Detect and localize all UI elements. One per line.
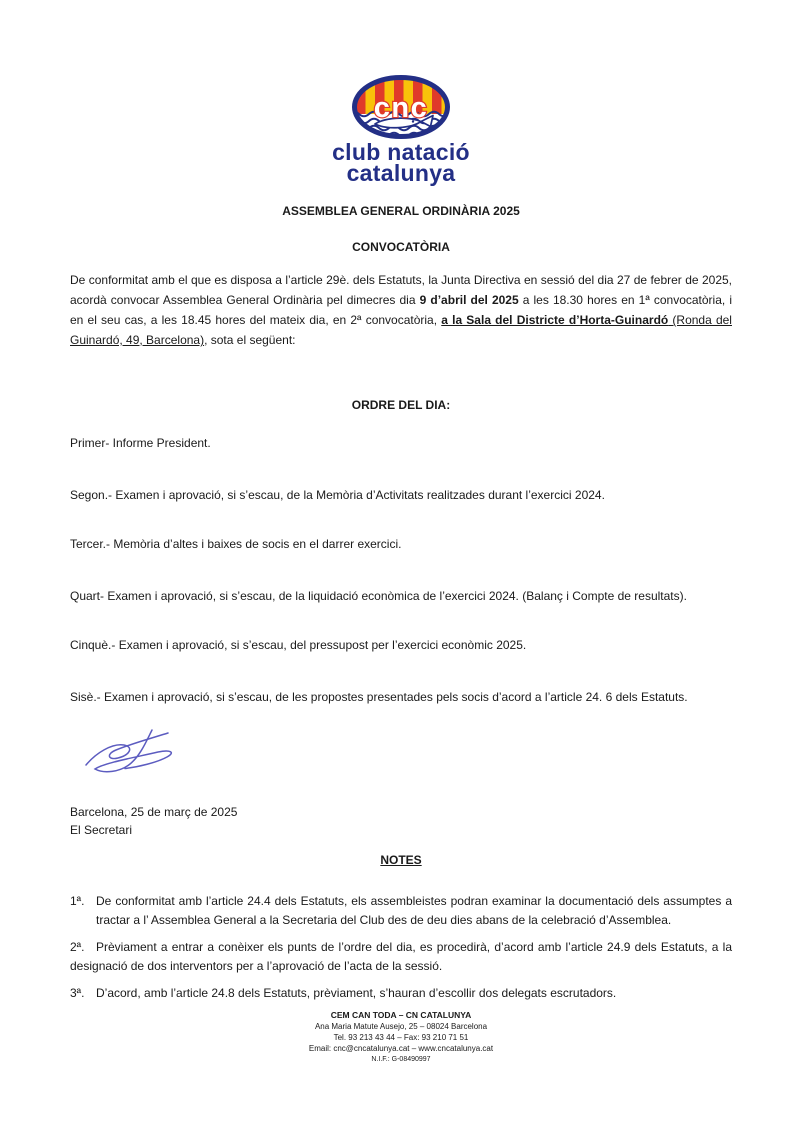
closing-block [70,803,732,839]
signatory: El Secretari [70,823,133,837]
agenda-item-3: Tercer.- Memòria d’altes i baixes de socis en el darrer exercici. [70,537,402,551]
wordmark-line2: catalunya [346,160,456,186]
club-crest-icon [349,73,453,141]
note-2 [70,938,732,976]
note-3-text: D’acord, amb l’article 24.8 dels Estatuts, prèviament, s’hauran d’escollir dos delegats escrutadors. [96,986,617,1000]
agenda-heading: ORDRE DEL DIA: [351,398,451,412]
intro-text-2: a les 18.30 hores en 1ª convocatòria, i en el seu cas, a les 18.45 hores del mateix dia, en 2ª convocatòria, [70,293,732,327]
agenda-item-6: Sisè.- Examen i aprovació, si s’escau, de les propostes presentades pels socis d’acord a l’article 24. 6 dels Estatuts. [70,690,688,704]
signature [80,729,732,777]
place-date: Barcelona, 25 de març de 2025 [70,805,238,819]
footer-nif: N.I.F.: G-08490997 [371,1056,431,1063]
document-subtitle: CONVOCATÒRIA [352,240,450,254]
club-wordmark [70,139,732,186]
footer-email-web: Email: cnc@cncatalunya.cat – www.cncatalunya.cat [308,1044,494,1053]
club-logo [70,73,732,184]
footer-club-name: CEM CAN TODA – CN CATALUNYA [330,1010,472,1020]
agenda-item-5: Cinquè.- Examen i aprovació, si s’escau, del pressupost per l’exercici econòmic 2025. [70,638,527,652]
crest-monogram: cnc [373,92,429,124]
venue-name: a la Sala del Districte d’Horta-Guinardó [441,313,669,327]
note-1-marker: 1ª. [70,894,85,908]
agenda-item-2: Segon.- Examen i aprovació, si s’escau, de la Memòria d’Activitats realitzades durant l’exercici 2024. [70,488,605,502]
note-2-marker: 2ª. [70,940,85,954]
note-3-marker: 3ª. [70,986,85,1000]
document-title: ASSEMBLEA GENERAL ORDINÀRIA 2025 [282,204,520,218]
intro-text-1: De conformitat amb el que es disposa a l’article 29è. dels Estatuts, la Junta Directiva en sessió del dia 27 de febrer de 2025, acordà convocar Assemblea General Ordinària pel dimecres dia [70,273,732,307]
signature-icon [80,729,200,777]
footer-address: Ana Maria Matute Ausejo, 25 – 08024 Barcelona [314,1022,488,1031]
agenda-item-1: Primer- Informe President. [70,436,211,450]
agenda-item-4: Quart- Examen i aprovació, si s’escau, de la liquidació econòmica de l’exercici 2024. (Balanç i Compte de resultats). [70,589,687,603]
notes-heading: NOTES [380,853,422,867]
note-2-text: Prèviament a entrar a conèixer els punts de l’ordre del dia, es procedirà, d’acord amb l’article 24.9 dels Estatuts, a la designació de dos interventors per a l’aprovació de l’acta de la sessió. [70,940,732,973]
note-1 [70,892,732,930]
intro-text-3: , sota el següent: [204,333,296,347]
page-footer [70,1010,732,1065]
venue-address: (Ronda del Guinardó, 49, Barcelona) [70,313,732,347]
note-3 [70,984,732,1003]
intro-paragraph [70,270,732,350]
note-1-text: De conformitat amb l’article 24.4 dels Estatuts, els assembleistes podran examinar la documentació dels assumptes a tractar a l’ Assemblea General a la Secretaria del Club des de deu dies abans de la celebració d’Assemblea. [96,894,732,927]
footer-phone-fax: Tel. 93 213 43 44 – Fax: 93 210 71 51 [333,1033,469,1042]
wordmark-line1: club natació [332,139,470,165]
assembly-date: 9 d’abril del 2025 [419,293,519,307]
